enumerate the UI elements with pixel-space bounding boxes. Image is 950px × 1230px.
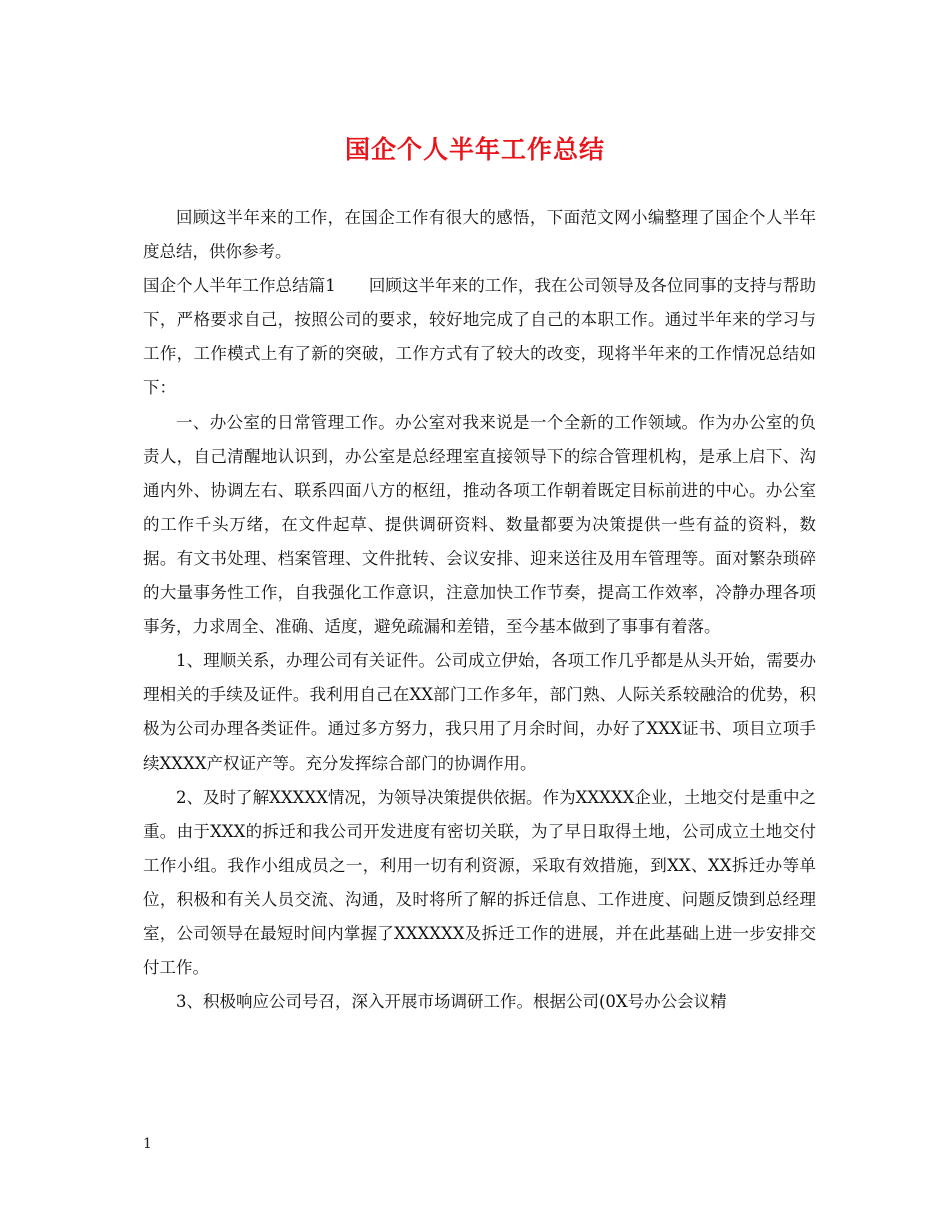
paragraph-section-1: 国企个人半年工作总结篇1 回顾这半年来的工作，我在公司领导及各位同事的支持与帮助下，严格要求自己，按照公司的要求，较好地完成了自己的本职工作。通过半年来的学习与工作，工作模式上有了新的突破，工作方式有了较大的改变，现将半年来的工作情况总结如下：: [143, 276, 816, 398]
page-title: 国企个人半年工作总结: [344, 135, 605, 164]
paragraph-item-2: 2、及时了解XXXXX情况，为领导决策提供依据。作为XXXXX企业，土地交付是重中之重。由于XXX的拆迁和我公司开发进度有密切关联，为了早日取得土地，公司成立土地交付工作小组。我作小组成员之一，利用一切有利资源，采取有效措施，到XX、XX拆迁办等单位，积极和有关人员交流、沟通，及时将所了解的拆迁信息、工作进度、问题反馈到总经理室，公司领导在最短时间内掌握了XXXXXX及拆迁工作的进展，并在此基础上进一步安排交付工作。: [143, 787, 816, 978]
document-body: [143, 201, 816, 1019]
paragraph-item-3: 3、积极响应公司号召，深入开展市场调研工作。根据公司(0X号办公会议精: [176, 992, 727, 1012]
page-number: 1: [143, 1136, 152, 1152]
paragraph-office-management: 一、办公室的日常管理工作。办公室对我来说是一个全新的工作领域。作为办公室的负责人，自己清醒地认识到，办公室是总经理室直接领导下的综合管理机构，是承上启下、沟通内外、协调左右、联系四面八方的枢纽，推动各项工作朝着既定目标前进的中心。办公室的工作千头万绪，在文件起草、提供调研资料、数量都要为决策提供一些有益的资料，数据。有文书处理、档案管理、文件批转、会议安排、迎来送往及用车管理等。面对繁杂琐碎的大量事务性工作，自我强化工作意识，注意加快工作节奏，提高工作效率，冷静办理各项事务，力求周全、准确、适度，避免疏漏和差错，至今基本做到了事事有着落。: [143, 412, 816, 637]
paragraph-item-1: 1、理顺关系，办理公司有关证件。公司成立伊始，各项工作几乎都是从头开始，需要办理相关的手续及证件。我利用自己在XX部门工作多年，部门熟、人际关系较融洽的优势，积极为公司办理各类证件。通过多方努力，我只用了月余时间，办好了XXX证书、项目立项手续XXXX产权证产等。充分发挥综合部门的协调作用。: [143, 651, 816, 773]
paragraph-intro: 回顾这半年来的工作，在国企工作有很大的感悟，下面范文网小编整理了国企个人半年度总结，供你参考。: [143, 208, 816, 262]
